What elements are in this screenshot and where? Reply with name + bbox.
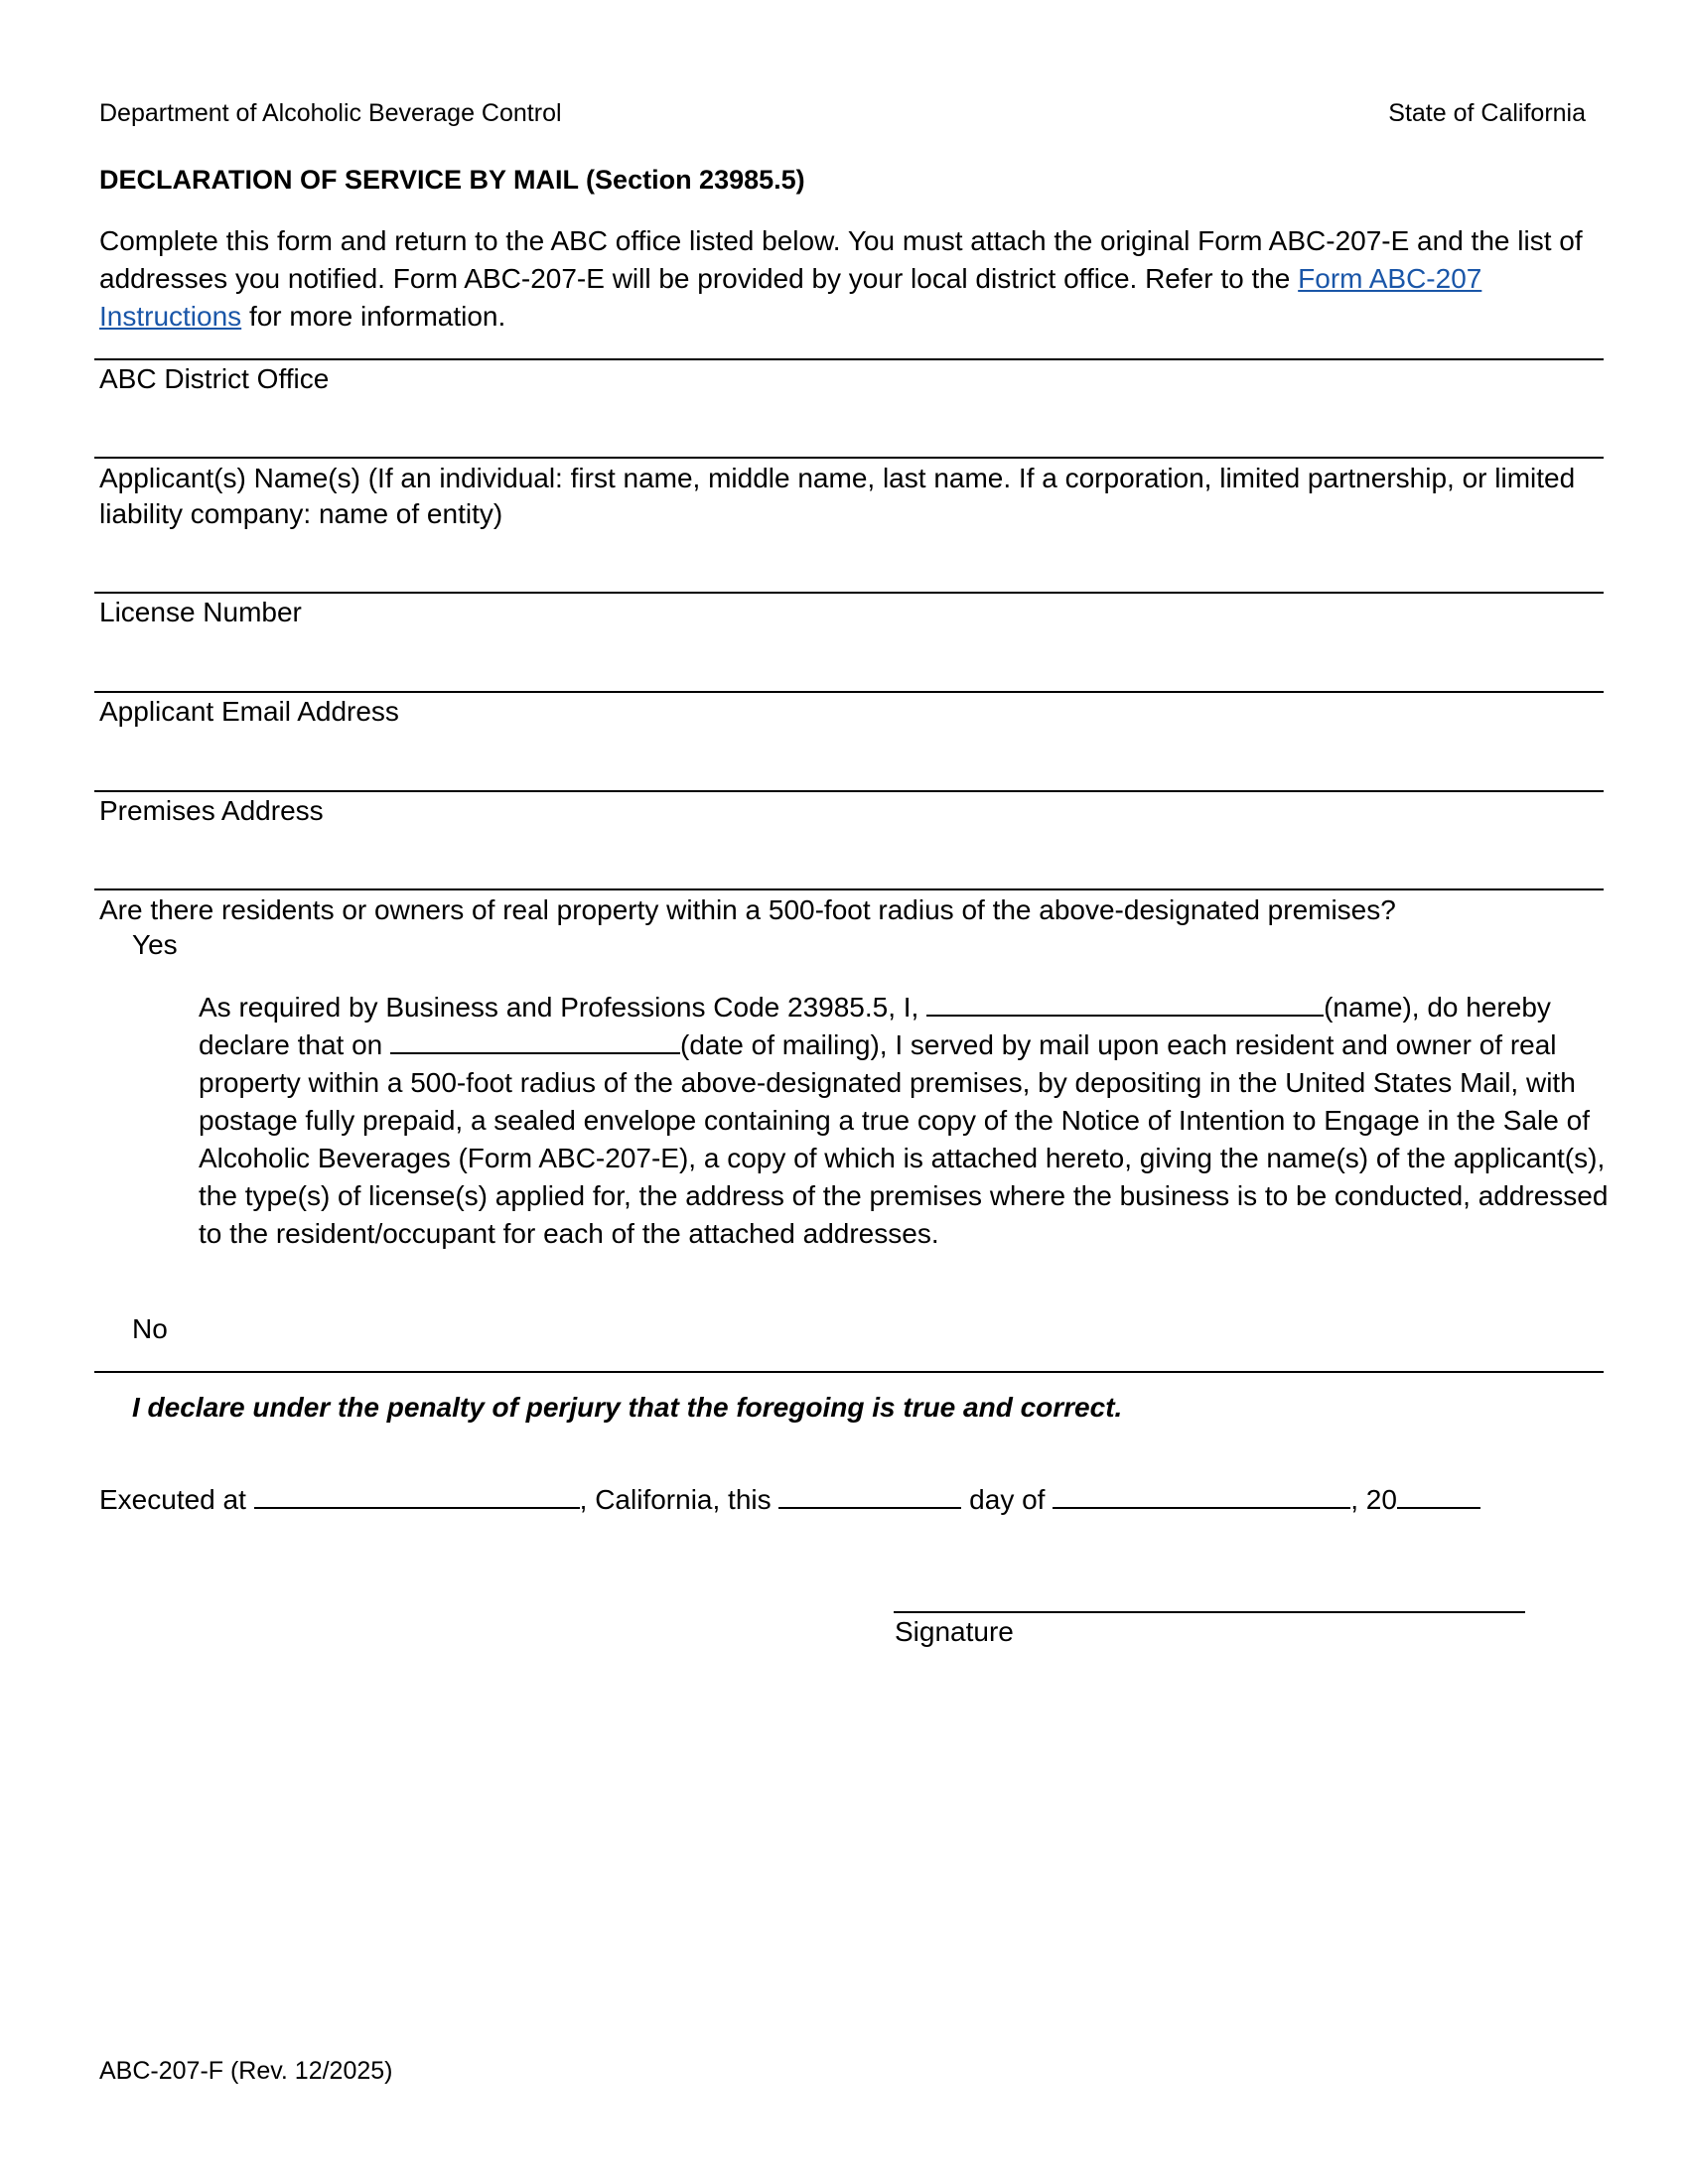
- premises-address-label: Premises Address: [99, 795, 324, 826]
- divider: [94, 691, 1604, 693]
- form-number: ABC-207-F (Rev. 12/2025): [99, 2057, 393, 2085]
- declarant-name-field[interactable]: [926, 991, 1324, 1017]
- divider: [94, 888, 1604, 890]
- residents-question: Are there residents or owners of real property within a 500-foot radius of the above-designated premises?: [99, 894, 1396, 925]
- state-name: State of California: [1388, 99, 1586, 127]
- intro-text-start: Complete this form and return to the ABC office listed below. You must attach the original Form ABC-207-E and the list of addresses you notified. Form ABC-207-E will be provided by your local district office. Refer to the: [99, 225, 1583, 294]
- district-office-label: ABC District Office: [99, 363, 330, 394]
- divider: [94, 592, 1604, 594]
- divider: [94, 790, 1604, 792]
- agency-name: Department of Alcoholic Beverage Control: [99, 99, 562, 127]
- executed-text-4: , 20: [1350, 1484, 1397, 1515]
- no-option-label[interactable]: No: [132, 1313, 168, 1344]
- declaration-text-3: (date of mailing), I served by mail upon each resident and owner of real property within a 500-foot radius of the above-designated premises, by depositing in the United States Mail, with postage fully prepaid, a sealed envelope containing a true copy of the Notice of Intention to Engage in the Sale of Alcoholic Beverages (Form ABC-207-E), a copy of which is attached hereto, giving the name(s) of the applicant(s), the type(s) of license(s) applied for, the address of the premises where the business is to be conducted, addressed to the resident/occupant for each of the attached addresses.: [199, 1029, 1609, 1249]
- intro-text-end: for more information.: [241, 301, 506, 332]
- signature-field[interactable]: [894, 1611, 1525, 1613]
- divider: [94, 457, 1604, 459]
- executed-line: [99, 1483, 1480, 1516]
- declaration-text-2: (name), do hereby declare that on: [199, 992, 1551, 1060]
- declaration-text-1: As required by Business and Professions Code 23985.5, I,: [199, 992, 927, 1023]
- executed-month-field[interactable]: [1053, 1483, 1350, 1509]
- applicant-names-field[interactable]: [95, 536, 1603, 590]
- instructions-link[interactable]: Form ABC-207 Instructions: [99, 263, 1482, 332]
- divider: [94, 358, 1604, 360]
- perjury-statement: I declare under the penalty of perjury that the foregoing is true and correct.: [132, 1392, 1123, 1423]
- license-number-field[interactable]: [95, 633, 1603, 689]
- email-label: Applicant Email Address: [99, 696, 399, 727]
- premises-address-field[interactable]: [95, 832, 1603, 887]
- executed-day-field[interactable]: [778, 1483, 961, 1509]
- applicant-names-label: Applicant(s) Name(s) (If an individual: first name, middle name, last name. If a corporation, limited partnership, or limited liability company: name of entity): [99, 463, 1576, 529]
- mailing-date-field[interactable]: [390, 1028, 680, 1054]
- executed-text-2: , California, this: [579, 1484, 779, 1515]
- executed-text-3: day of: [961, 1484, 1054, 1515]
- divider: [94, 1371, 1604, 1373]
- executed-location-field[interactable]: [254, 1483, 580, 1509]
- email-field[interactable]: [95, 733, 1603, 788]
- intro-paragraph: [99, 222, 1609, 336]
- executed-year-field[interactable]: [1397, 1483, 1480, 1509]
- district-office-field[interactable]: [95, 399, 1603, 455]
- yes-option-label[interactable]: Yes: [132, 929, 178, 960]
- license-number-label: License Number: [99, 597, 302, 627]
- declaration-paragraph: [199, 989, 1609, 1253]
- executed-text-1: Executed at: [99, 1484, 254, 1515]
- signature-label: Signature: [895, 1616, 1014, 1647]
- form-title: DECLARATION OF SERVICE BY MAIL (Section 23985.5): [99, 165, 805, 195]
